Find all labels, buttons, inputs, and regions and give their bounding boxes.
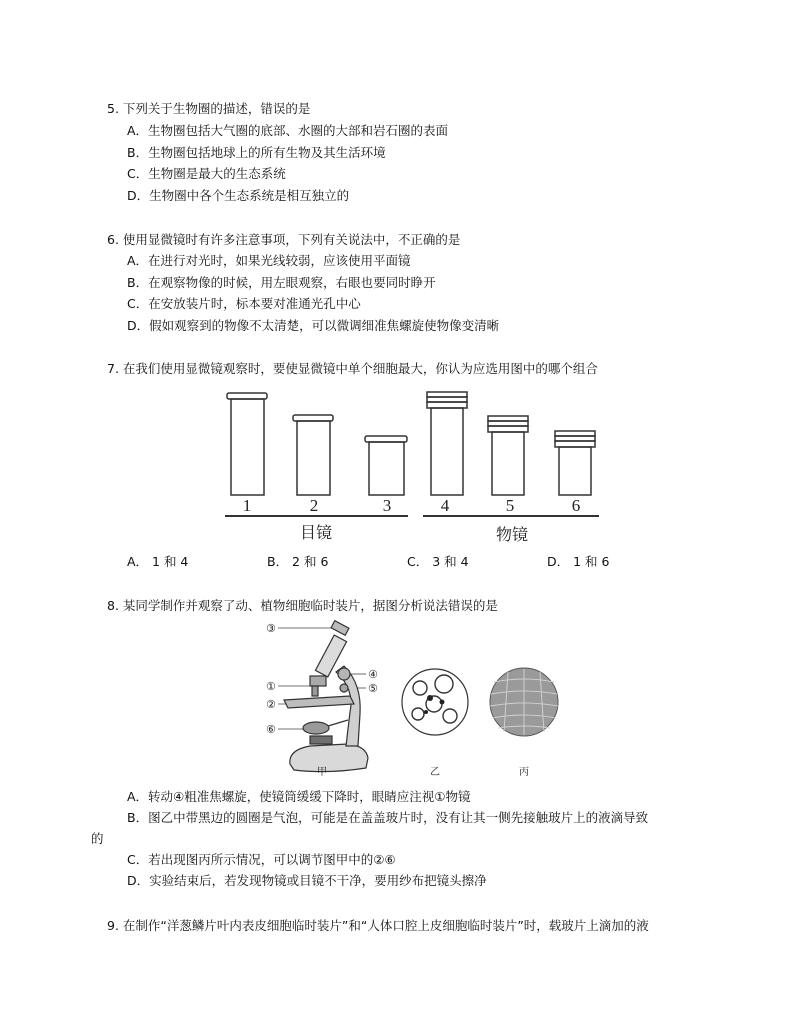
eyepiece-3 [365, 436, 407, 495]
q7-stem: 7. 在我们使用显微镜观察时，要使显微镜中单个细胞最大，你认为应选用图中的哪个组合 [107, 361, 598, 376]
lens-number-5: 5 [505, 496, 515, 515]
q8-stem: 8. 某同学制作并观察了动、植物细胞临时装片，据图分析说法错误的是 [107, 598, 498, 613]
q8-option-b-line2: 的 [91, 831, 104, 846]
q7-option-b: B． 2 和 6 [267, 554, 329, 569]
q5-option-b: B．生物圈包括地球上的所有生物及其生活环境 [127, 145, 386, 160]
lens-figure [220, 388, 610, 546]
q6-option-a: A．在进行对光时，如果光线较弱，应该使用平面镜 [127, 253, 411, 268]
marker-6: ⑥ [266, 723, 276, 736]
marker-1: ① [266, 680, 276, 693]
q6-stem: 6. 使用显微镜时有许多注意事项，下列有关说法中，不正确的是 [107, 232, 461, 247]
marker-2: ② [266, 698, 276, 711]
caption-yi: 乙 [430, 767, 440, 778]
lens-number-2: 2 [309, 496, 319, 515]
objective-label: 物镜 [495, 525, 529, 544]
q5-option-a: A．生物圈包括大气圈的底部、水圈的大部和岩石圈的表面 [127, 123, 449, 138]
eyepiece-label: 目镜 [299, 523, 333, 542]
view-bing [490, 668, 558, 736]
q8-option-d: D．实验结束后，若发现物镜或目镜不干净，要用纱布把镜头擦净 [127, 873, 487, 888]
marker-3: ③ [266, 622, 276, 635]
lens-number-6: 6 [571, 496, 581, 515]
q9-stem: 9. 在制作“洋葱鳞片叶内表皮细胞临时装片”和“人体口腔上皮细胞临时装片”时，载玻片上滴加的液 [107, 918, 649, 933]
eyepiece-1 [227, 393, 267, 495]
q8-option-b-line1: B．图乙中带黑边的圆圈是气泡，可能是在盖盖玻片时，没有让其一侧先接触玻片上的液滴导致 [127, 810, 649, 825]
view-yi [402, 669, 468, 735]
q6-option-d: D．假如观察到的物像不太清楚，可以微调细准焦螺旋使物像变清晰 [127, 318, 500, 333]
marker-4: ④ [368, 668, 378, 681]
q7-option-c: C． 3 和 4 [407, 554, 469, 569]
q6-option-c: C．在安放装片时，标本要对准通光孔中心 [127, 296, 361, 311]
q6-option-b: B．在观察物像的时候，用左眼观察，右眼也要同时睁开 [127, 275, 436, 290]
q7-option-d: D． 1 和 6 [547, 554, 610, 569]
objective-6 [555, 431, 595, 495]
marker-5: ⑤ [368, 682, 378, 695]
objective-4 [427, 392, 467, 495]
microscope-figure [258, 616, 578, 782]
eyepiece-2 [293, 415, 333, 495]
q5-option-c: C．生物圈是最大的生态系统 [127, 166, 286, 181]
q5-stem: 5. 下列关于生物圈的描述，错误的是 [107, 101, 311, 116]
q5-option-d: D．生物圈中各个生态系统是相互独立的 [127, 188, 350, 203]
lens-number-4: 4 [440, 496, 450, 515]
lens-number-1: 1 [242, 496, 252, 515]
caption-jia: 甲 [317, 767, 327, 778]
q8-option-a: A．转动④粗准焦螺旋，使镜筒缓缓下降时，眼睛应注视①物镜 [127, 789, 471, 804]
q8-option-c: C．若出现图丙所示情况，可以调节图甲中的②⑥ [127, 852, 396, 867]
q7-option-a: A． 1 和 4 [127, 554, 189, 569]
caption-bing: 丙 [519, 767, 529, 778]
objective-5 [488, 416, 528, 495]
microscope-drawing [284, 621, 368, 772]
lens-number-3: 3 [382, 496, 392, 515]
